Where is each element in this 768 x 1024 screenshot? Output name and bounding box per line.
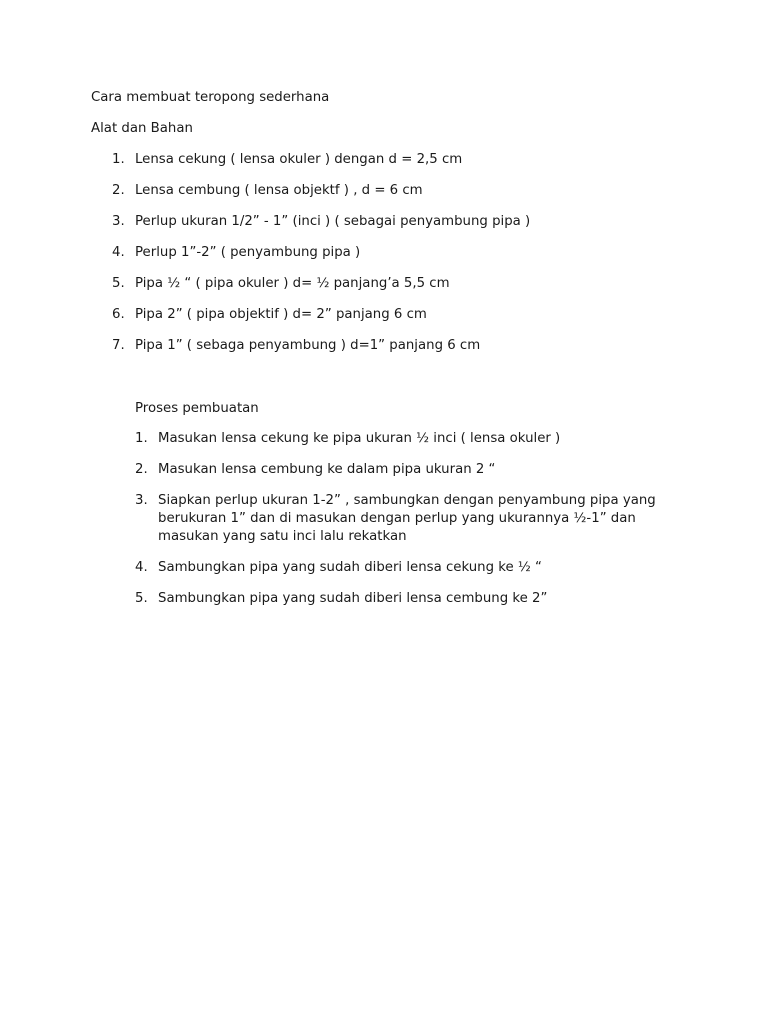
list-item: [91, 213, 731, 231]
list-item: [91, 275, 731, 293]
list-item: [135, 559, 695, 577]
list-item-number: 5.: [135, 591, 148, 606]
list-item-text: Siapkan perlup ukuran 1-2” , sambungkan dengan penyambung pipa yang berukuran 1” dan di masukan dengan perlup yang ukurannya ½-1” dan masukan yang satu inci lalu rekatkan: [158, 493, 656, 544]
list-item-number: 1.: [135, 431, 148, 446]
list-item-number: 3.: [135, 493, 148, 508]
list-item-number: 5.: [112, 276, 125, 291]
list-item-text: Pipa 1” ( sebaga penyambung ) d=1” panjang 6 cm: [135, 338, 481, 353]
document-title: Cara membuat teropong sederhana: [91, 90, 330, 105]
process-heading: Proses pembuatan: [135, 401, 259, 416]
list-item: [135, 492, 695, 546]
list-item-text: Masukan lensa cembung ke dalam pipa ukuran 2 “: [158, 462, 496, 477]
list-item-number: 6.: [112, 307, 125, 322]
list-item-number: 2.: [112, 183, 125, 198]
list-item-number: 1.: [112, 152, 125, 167]
list-item: [91, 337, 731, 355]
list-item-text: Pipa 2” ( pipa objektif ) d= 2” panjang 6 cm: [135, 307, 427, 322]
list-item: [91, 244, 731, 262]
process-steps-list: [135, 430, 695, 621]
list-item-text: Lensa cembung ( lensa objektf ) , d = 6 cm: [135, 183, 423, 198]
list-item: [135, 590, 695, 608]
list-item-number: 4.: [112, 245, 125, 260]
list-item-number: 2.: [135, 462, 148, 477]
materials-heading: Alat dan Bahan: [91, 121, 193, 136]
list-item-text: Pipa ½ “ ( pipa okuler ) d= ½ panjang’a 5,5 cm: [135, 276, 450, 291]
list-item: [91, 182, 731, 200]
list-item: [91, 151, 731, 169]
list-item: [91, 306, 731, 324]
list-item-text: Lensa cekung ( lensa okuler ) dengan d = 2,5 cm: [135, 152, 463, 167]
list-item: [135, 461, 695, 479]
list-item: [135, 430, 695, 448]
list-item-text: Masukan lensa cekung ke pipa ukuran ½ inci ( lensa okuler ): [158, 431, 561, 446]
list-item-text: Sambungkan pipa yang sudah diberi lensa cembung ke 2”: [158, 591, 548, 606]
materials-list: [91, 151, 731, 368]
list-item-number: 4.: [135, 560, 148, 575]
list-item-text: Sambungkan pipa yang sudah diberi lensa cekung ke ½ “: [158, 560, 542, 575]
list-item-text: Perlup 1”-2” ( penyambung pipa ): [135, 245, 361, 260]
list-item-number: 3.: [112, 214, 125, 229]
list-item-text: Perlup ukuran 1/2” - 1” (inci ) ( sebagai penyambung pipa ): [135, 214, 531, 229]
list-item-number: 7.: [112, 338, 125, 353]
